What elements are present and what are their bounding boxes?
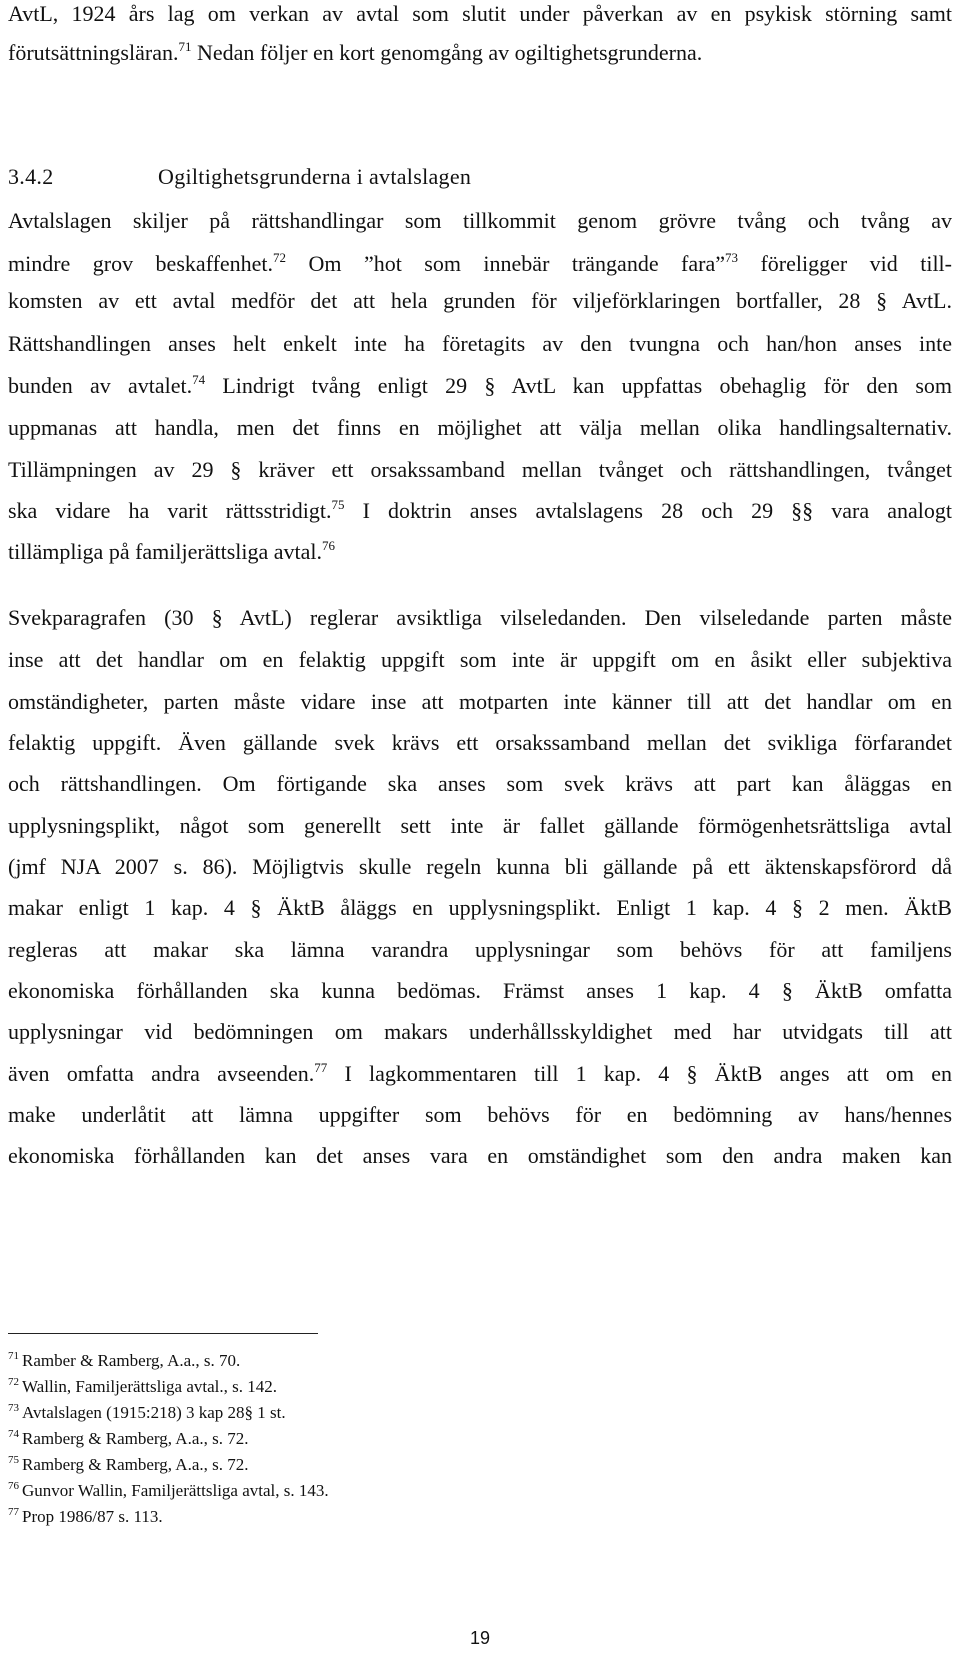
body-text-line: [8, 497, 952, 525]
body-text-line: Tillämpningen av 29 § kräver ett orsakssamband mellan tvånget och rättshandlingen, tvånget: [8, 457, 952, 482]
footnote-number: 77: [8, 1506, 19, 1518]
body-text-line: ekonomiska förhållanden ska kunna bedömas. Främst anses 1 kap. 4 § ÄktB omfatta: [8, 978, 952, 1003]
body-text-line: Avtalslagen skiljer på rättshandlingar som tillkommit genom grövre tvång och tvång av: [8, 208, 952, 233]
footnote-ref: 74: [192, 372, 206, 387]
text-span: Nedan följer en kort genomgång av ogiltighetsgrunderna.: [191, 40, 703, 65]
footnote: [8, 1454, 249, 1476]
body-text-line: upplysningsplikt, något som generellt sett inte är fallet gällande förmögenhetsrättsliga avtal: [8, 813, 952, 838]
text-span: föreligger vid till-: [738, 251, 952, 276]
body-text-line: komsten av ett avtal medför det att hela grunden för viljeförklaringen bortfaller, 28 § AvtL.: [8, 288, 952, 313]
section-title: Ogiltighetsgrunderna i avtalslagen: [158, 164, 472, 189]
footnote-ref: 71: [178, 39, 192, 54]
text-span: tillämpliga på familjerättsliga avtal.: [8, 539, 323, 564]
footnote-text: Ramberg & Ramberg, A.a., s. 72.: [22, 1429, 249, 1448]
text-span: I doktrin anses avtalslagens 28 och 29 §§ vara analogt: [344, 498, 952, 523]
text-span: bunden av avtalet.: [8, 373, 193, 398]
footnote-number: 72: [8, 1376, 19, 1388]
footnote-ref: 72: [273, 250, 287, 265]
body-text-line: [8, 372, 952, 400]
text-span: Om ”hot som innebär trängande fara”: [286, 251, 725, 276]
body-text-line: (jmf NJA 2007 s. 86). Möjligtvis skulle regeln kunna bli gällande på ett äktenskapsförord då: [8, 854, 952, 879]
footnote-separator: [8, 1333, 318, 1334]
section-heading: [8, 163, 471, 191]
body-text-line: Rättshandlingen anses helt enkelt inte ha företagits av den tvungna och han/hon anses inte: [8, 331, 952, 356]
footnote: [8, 1480, 329, 1502]
footnote-text: Prop 1986/87 s. 113.: [22, 1507, 163, 1526]
body-text-line: regleras att makar ska lämna varandra upplysningar som behövs för att familjens: [8, 937, 952, 962]
footnote-text: Ramber & Ramberg, A.a., s. 70.: [22, 1351, 241, 1370]
body-text-line: [8, 39, 702, 67]
text-span: förutsättningsläran.: [8, 40, 179, 65]
footnote-ref: 77: [314, 1060, 328, 1075]
footnote-ref: 75: [331, 497, 345, 512]
footnote-number: 71: [8, 1350, 19, 1362]
body-text-line: upplysningar vid bedömningen om makars underhållsskyldighet med har utvidgats till att: [8, 1019, 952, 1044]
body-text-line: omständigheter, parten måste vidare inse att motparten inte känner till att det handlar om en: [8, 689, 952, 714]
body-text-line: felaktig uppgift. Även gällande svek krävs ett orsakssamband mellan det svikliga förfarandet: [8, 730, 952, 755]
text-span: ska vidare ha varit rättsstridigt.: [8, 498, 332, 523]
footnote-text: Avtalslagen (1915:218) 3 kap 28§ 1 st.: [22, 1403, 286, 1422]
body-text-line: AvtL, 1924 års lag om verkan av avtal som slutit under påverkan av en psykisk störning samt: [8, 1, 952, 26]
footnote: [8, 1350, 240, 1372]
body-text-line: [8, 250, 952, 278]
footnote-number: 73: [8, 1402, 19, 1414]
text-span: Lindrigt tvång enligt 29 § AvtL kan uppfattas obehaglig för den som: [205, 373, 952, 398]
body-text-line: make underlåtit att lämna uppgifter som behövs för en bedömning av hans/hennes: [8, 1102, 952, 1127]
footnote-number: 75: [8, 1454, 19, 1466]
text-span: även omfatta andra avseenden.: [8, 1061, 315, 1086]
footnote: [8, 1376, 277, 1398]
text-span: I lagkommentaren till 1 kap. 4 § ÄktB anges att om en: [327, 1061, 952, 1086]
footnote-number: 76: [8, 1480, 19, 1492]
body-text-line: ekonomiska förhållanden kan det anses vara en omständighet som den andra maken kan: [8, 1143, 952, 1168]
footnote-number: 74: [8, 1428, 19, 1440]
footnote: [8, 1402, 286, 1424]
body-text-line: uppmanas att handla, men det finns en möjlighet att välja mellan olika handlingsalternativ.: [8, 415, 952, 440]
footnote-ref: 73: [725, 250, 738, 265]
text-span: mindre grov beskaffenhet.: [8, 251, 274, 276]
footnote-text: Ramberg & Ramberg, A.a., s. 72.: [22, 1455, 249, 1474]
footnote: [8, 1506, 163, 1528]
footnote-text: Wallin, Familjerättsliga avtal., s. 142.: [22, 1377, 277, 1396]
footnote-ref: 76: [322, 538, 336, 553]
body-text-line: Svekparagrafen (30 § AvtL) reglerar avsiktliga vilseledanden. Den vilseledande parten måste: [8, 605, 952, 630]
body-text-line: inse att det handlar om en felaktig uppgift som inte är uppgift om en åsikt eller subjektiva: [8, 647, 952, 672]
body-text-line: och rättshandlingen. Om förtigande ska anses som svek krävs att part kan åläggas en: [8, 771, 952, 796]
footnote: [8, 1428, 249, 1450]
body-text-line: [8, 538, 335, 566]
body-text-line: makar enligt 1 kap. 4 § ÄktB åläggs en upplysningsplikt. Enligt 1 kap. 4 § 2 men. ÄktB: [8, 895, 952, 920]
footnote-text: Gunvor Wallin, Familjerättsliga avtal, s. 143.: [22, 1481, 329, 1500]
page-number: 19: [469, 1628, 491, 1648]
body-text-line: [8, 1060, 952, 1088]
section-number: 3.4.2: [8, 164, 54, 189]
